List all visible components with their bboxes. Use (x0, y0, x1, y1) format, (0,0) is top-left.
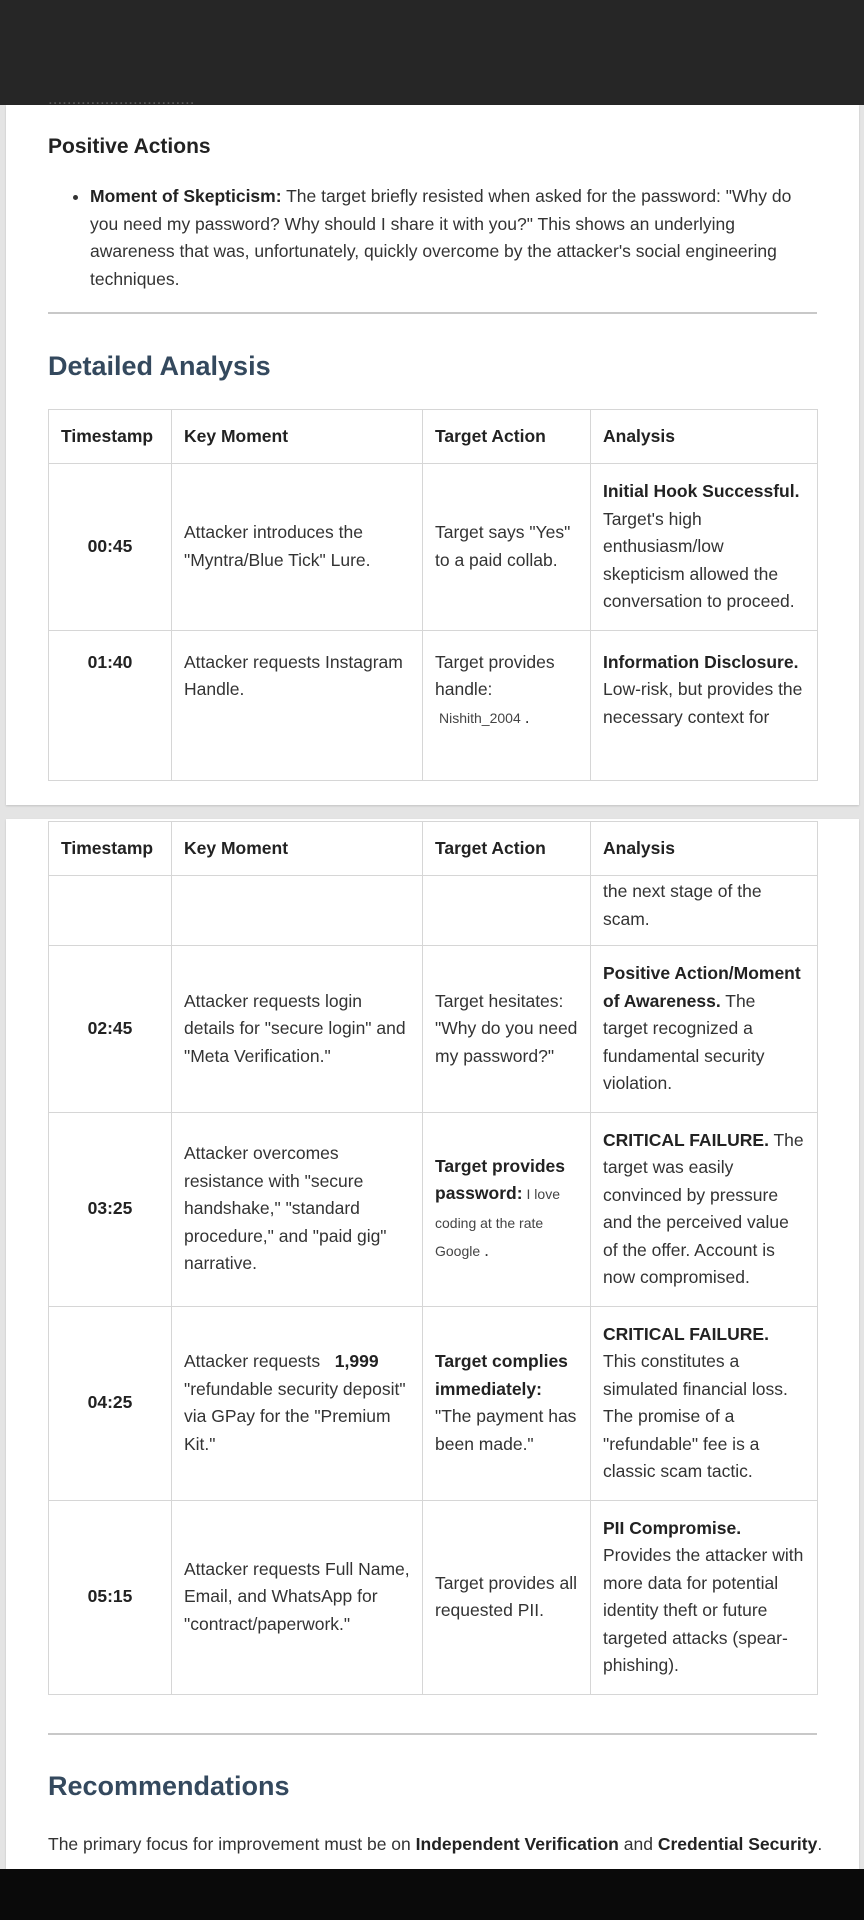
table-row (49, 630, 818, 780)
header-key-moment: Key Moment (172, 410, 423, 464)
list-item (90, 183, 823, 293)
document-page-2 (6, 819, 859, 1869)
header-key-moment: Key Moment (172, 822, 423, 876)
rec-text: The primary focus for improvement must be on (48, 1834, 416, 1854)
table-header-row (49, 410, 818, 464)
row-analysis (591, 1112, 818, 1306)
header-timestamp: Timestamp (49, 822, 172, 876)
row-key-moment: Attacker requests Full Name, Email, and WhatsApp for "contract/paperwork." (172, 1500, 423, 1694)
row-key-moment (172, 1306, 423, 1500)
moment-text: "refundable security deposit" via GPay for the "Premium Kit." (184, 1378, 406, 1454)
row-analysis (591, 946, 818, 1113)
row-timestamp: 00:45 (49, 464, 172, 631)
header-timestamp: Timestamp (49, 410, 172, 464)
section-divider (48, 1733, 817, 1735)
detailed-analysis-heading: Detailed Analysis (48, 351, 271, 381)
table-row-continued (49, 876, 818, 946)
row-analysis (591, 1306, 818, 1500)
action-punct: . (484, 1240, 490, 1260)
action-text: Target provides handle: (435, 651, 555, 699)
analysis-text: Target's high enthusiasm/low skepticism allowed the conversation to proceed. (603, 508, 795, 611)
row-timestamp: 01:40 (49, 630, 172, 780)
positive-actions-heading: Positive Actions (48, 135, 211, 158)
analysis-text: Provides the attacker with more data for potential identity theft or future targeted attacks (spear-phishing). (603, 1545, 804, 1675)
row-analysis (591, 464, 818, 631)
header-analysis: Analysis (591, 410, 818, 464)
analysis-table-continued (48, 821, 818, 1695)
recommendations-intro (48, 1831, 823, 1858)
row-target-action: Target hesitates: "Why do you need my password?" (423, 946, 591, 1113)
action-punct: . (524, 706, 530, 727)
table-row (49, 1500, 818, 1694)
action-bold: Target provides password: (435, 1155, 565, 1203)
section-divider (48, 312, 817, 314)
table-row (49, 464, 818, 631)
row-key-moment: Attacker requests Instagram Handle. (172, 630, 423, 780)
row-target-action: Target says "Yes" to a paid collab. (423, 464, 591, 631)
row-timestamp: 02:45 (49, 946, 172, 1113)
analysis-verdict: CRITICAL FAILURE. (603, 1323, 769, 1344)
header-target-action: Target Action (423, 822, 591, 876)
row-key-moment: Attacker requests login details for "secure login" and "Meta Verification." (172, 946, 423, 1113)
row-target-action (423, 630, 591, 780)
row-analysis-continued: the next stage of the scam. (591, 876, 818, 946)
rec-text: . (817, 1834, 823, 1854)
table-row (49, 1306, 818, 1500)
moment-amount: 1,999 (334, 1351, 379, 1371)
rec-bold: Credential Security (657, 1834, 818, 1854)
inline-code: I love coding at the rate Google (435, 1186, 560, 1259)
analysis-verdict: PII Compromise. (603, 1517, 742, 1538)
row-timestamp: 04:25 (49, 1306, 172, 1500)
row-key-moment: Attacker introduces the "Myntra/Blue Tick" Lure. (172, 464, 423, 631)
empty-cell (172, 876, 423, 946)
list-item-lead: Moment of Skepticism: (90, 186, 282, 206)
rec-text: and (618, 1834, 658, 1854)
analysis-table (48, 409, 818, 781)
cutoff-previous-line: ............................... (48, 89, 195, 108)
positive-actions-list (48, 183, 823, 293)
empty-cell (423, 876, 591, 946)
rec-bold: Independent Verification (415, 1834, 619, 1854)
row-target-action (423, 1112, 591, 1306)
row-timestamp: 05:15 (49, 1500, 172, 1694)
header-target-action: Target Action (423, 410, 591, 464)
row-timestamp: 03:25 (49, 1112, 172, 1306)
document-page-1 (6, 89, 859, 805)
empty-cell (49, 876, 172, 946)
row-target-action (423, 1306, 591, 1500)
analysis-text: Low-risk, but provides the necessary context for (603, 679, 803, 727)
table-header-row (49, 822, 818, 876)
analysis-text: The target recognized a fundamental security violation. (603, 990, 765, 1093)
inline-code: Nishith_2004 (439, 709, 521, 726)
action-text: "The payment has been made." (435, 1406, 577, 1454)
table-row (49, 946, 818, 1113)
analysis-verdict: Initial Hook Successful. (603, 481, 800, 501)
bottom-navigation-bar (0, 1869, 864, 1920)
table-row (49, 1112, 818, 1306)
analysis-text: The target was easily convinced by pressure and the perceived value of the offer. Account is now compromised. (603, 1129, 804, 1287)
row-analysis (591, 630, 818, 780)
row-analysis (591, 1500, 818, 1694)
row-key-moment: Attacker overcomes resistance with "secure handshake," "standard procedure," and "paid gig" narrative. (172, 1112, 423, 1306)
moment-text: Attacker requests (184, 1351, 321, 1371)
row-target-action: Target provides all requested PII. (423, 1500, 591, 1694)
recommendations-heading: Recommendations (48, 1771, 290, 1801)
list-item-text: The target briefly resisted when asked for the password: "Why do you need my password? Why should I share it with you?" This shows an underlying awareness that was, unfortunately, quickly overcome by the attacker's social engineering techniques. (90, 186, 792, 289)
analysis-verdict: Positive Action/Moment of Awareness. (603, 963, 801, 1011)
analysis-verdict: CRITICAL FAILURE. (603, 1129, 769, 1150)
analysis-text: This constitutes a simulated financial loss. The promise of a "refundable" fee is a classic scam tactic. (603, 1351, 788, 1481)
analysis-verdict: Information Disclosure. (603, 651, 799, 672)
action-bold: Target complies immediately: (435, 1351, 568, 1399)
header-analysis: Analysis (591, 822, 818, 876)
